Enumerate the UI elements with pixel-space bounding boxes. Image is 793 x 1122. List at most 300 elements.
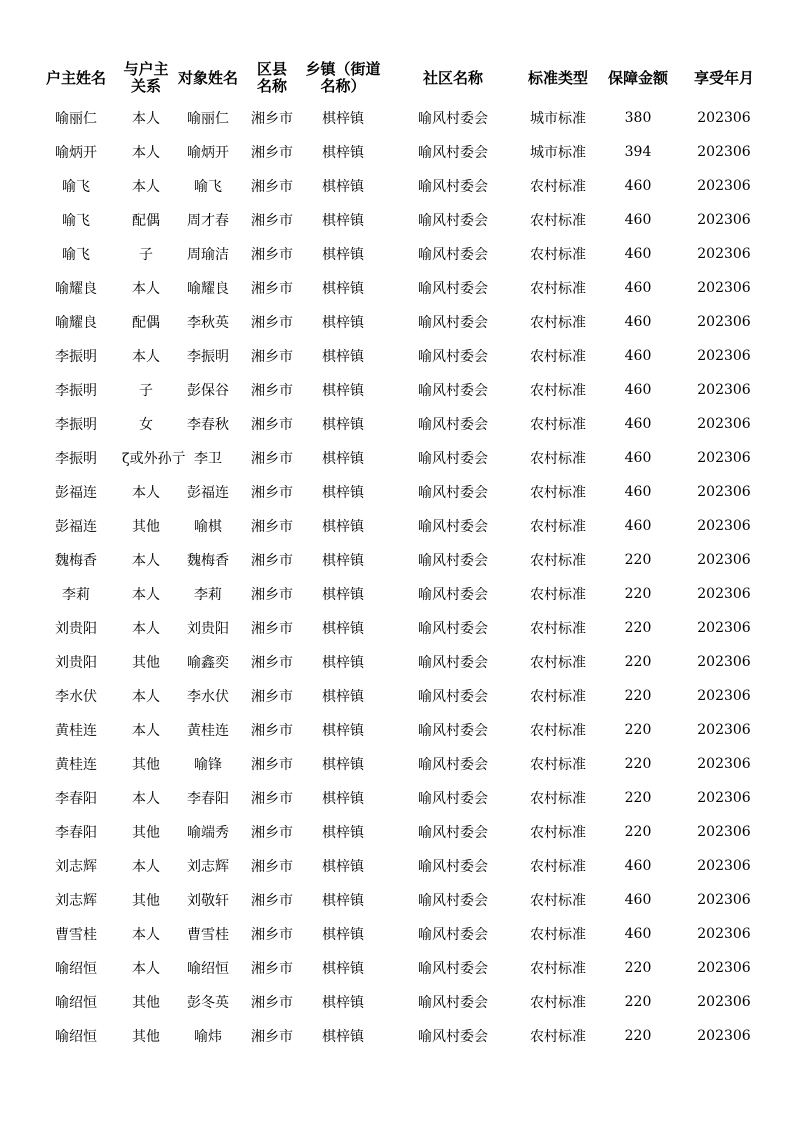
community-cell: 喻风村委会 — [418, 213, 488, 229]
community-cell: 喻风村委会 — [418, 1029, 488, 1045]
recipient-name-cell: 李春秋 — [187, 417, 229, 433]
standard-type-cell: 农村标准 — [530, 859, 586, 875]
household-head-name-cell: 喻绍恒 — [55, 1029, 97, 1045]
town-cell: 棋梓镇 — [322, 349, 364, 365]
header-label-line: 关系 — [130, 77, 161, 95]
household-head-name-cell: 刘志辉 — [55, 859, 97, 875]
household-head-name-cell: 黄桂连 — [55, 723, 97, 739]
relation-cell: 其他 — [132, 1029, 160, 1045]
period-cell: 202306 — [697, 960, 751, 976]
period-cell: 202306 — [697, 756, 751, 772]
amount-cell: 460 — [624, 892, 652, 908]
community-cell: 喻风村委会 — [418, 349, 488, 365]
community-cell: 喻风村委会 — [418, 859, 488, 875]
table-row — [30, 543, 770, 577]
relation-cell: 本人 — [132, 179, 160, 195]
household-head-name-cell: 魏梅香 — [55, 553, 97, 569]
amount-cell: 460 — [624, 212, 652, 228]
county-cell: 湘乡市 — [251, 621, 293, 637]
town-cell: 棋梓镇 — [322, 213, 364, 229]
county-cell: 湘乡市 — [251, 213, 293, 229]
household-head-name-cell: 彭福连 — [55, 519, 97, 535]
household-head-name-cell: 喻耀良 — [55, 281, 97, 297]
community-cell: 喻风村委会 — [418, 723, 488, 739]
community-cell: 喻风村委会 — [418, 587, 488, 603]
standard-type-cell: 农村标准 — [530, 213, 586, 229]
relation-cell: 本人 — [132, 587, 160, 603]
county-cell: 湘乡市 — [251, 383, 293, 399]
period-cell: 202306 — [697, 518, 751, 534]
county-cell: 湘乡市 — [251, 995, 293, 1011]
amount-cell: 220 — [624, 824, 652, 840]
period-cell: 202306 — [697, 654, 751, 670]
town-cell: 棋梓镇 — [322, 621, 364, 637]
amount-cell: 220 — [624, 756, 652, 772]
relation-cell: 本人 — [132, 281, 160, 297]
community-cell: 喻风村委会 — [418, 485, 488, 501]
amount-cell: 220 — [624, 552, 652, 568]
community-cell: 喻风村委会 — [418, 519, 488, 535]
recipient-name-cell: 喻端秀 — [187, 825, 229, 841]
standard-type-cell: 城市标准 — [530, 145, 586, 161]
standard-type-cell: 农村标准 — [530, 451, 586, 467]
town-cell: 棋梓镇 — [322, 689, 364, 705]
relation-cell: 其他 — [132, 893, 160, 909]
table-row — [30, 169, 770, 203]
household-head-name-cell: 刘志辉 — [55, 893, 97, 909]
town-cell: 棋梓镇 — [322, 655, 364, 671]
household-head-name-cell: 李水伏 — [55, 689, 97, 705]
recipient-name-cell: 李莉 — [194, 587, 222, 603]
town-cell: 棋梓镇 — [322, 791, 364, 807]
table-row — [30, 611, 770, 645]
community-cell: 喻风村委会 — [418, 417, 488, 433]
amount-cell: 220 — [624, 994, 652, 1010]
standard-type-cell: 农村标准 — [530, 791, 586, 807]
period-cell: 202306 — [697, 586, 751, 602]
relation-cell: 子 — [139, 247, 153, 263]
standard-type-cell: 农村标准 — [530, 689, 586, 705]
relation-cell: 子 — [139, 383, 153, 399]
town-cell: 棋梓镇 — [322, 1029, 364, 1045]
recipient-name-cell: 黄桂连 — [187, 723, 229, 739]
recipient-name-cell: 李振明 — [187, 349, 229, 365]
recipient-name-header — [170, 55, 246, 101]
county-cell: 湘乡市 — [251, 587, 293, 603]
community-cell: 喻风村委会 — [418, 995, 488, 1011]
amount-cell: 460 — [624, 926, 652, 942]
town-cell: 棋梓镇 — [322, 893, 364, 909]
town-cell: 棋梓镇 — [322, 825, 364, 841]
period-cell: 202306 — [697, 450, 751, 466]
county-cell: 湘乡市 — [251, 1029, 293, 1045]
county-cell: 湘乡市 — [251, 961, 293, 977]
county-cell: 湘乡市 — [251, 145, 293, 161]
table-row — [30, 951, 770, 985]
household-head-name-cell: 刘贵阳 — [55, 621, 97, 637]
town-cell: 棋梓镇 — [322, 281, 364, 297]
table-row — [30, 339, 770, 373]
county-cell: 湘乡市 — [251, 247, 293, 263]
amount-cell: 460 — [624, 450, 652, 466]
recipient-name-cell: 李春阳 — [187, 791, 229, 807]
relation-cell: 配偶 — [132, 315, 160, 331]
standard-type-header — [518, 55, 598, 101]
recipient-name-cell: 刘志辉 — [187, 859, 229, 875]
household-head-name-cell: 李振明 — [55, 383, 97, 399]
relation-header — [122, 55, 170, 101]
recipient-name-cell: 喻耀良 — [187, 281, 229, 297]
county-cell: 湘乡市 — [251, 485, 293, 501]
header-label-line: 保障金额 — [607, 68, 668, 87]
amount-cell: 460 — [624, 382, 652, 398]
table-header — [30, 55, 770, 101]
relation-cell: 本人 — [132, 791, 160, 807]
recipient-name-cell: 李秋英 — [187, 315, 229, 331]
county-cell: 湘乡市 — [251, 519, 293, 535]
community-cell: 喻风村委会 — [418, 315, 488, 331]
household-head-name-cell: 李莉 — [62, 587, 90, 603]
county-cell: 湘乡市 — [251, 859, 293, 875]
recipient-name-cell: 喻鑫奕 — [187, 655, 229, 671]
period-cell: 202306 — [697, 552, 751, 568]
table-row — [30, 1019, 770, 1053]
header-label-line: 户主姓名 — [45, 68, 106, 87]
county-cell: 湘乡市 — [251, 689, 293, 705]
period-cell: 202306 — [697, 212, 751, 228]
table-row — [30, 237, 770, 271]
recipient-name-cell: 喻绍恒 — [187, 961, 229, 977]
county-cell: 湘乡市 — [251, 791, 293, 807]
table-row — [30, 441, 770, 475]
community-cell: 喻风村委会 — [418, 927, 488, 943]
community-cell: 喻风村委会 — [418, 111, 488, 127]
header-label-line: 对象姓名 — [177, 68, 238, 87]
header-label-line: 标准类型 — [527, 68, 588, 87]
standard-type-cell: 农村标准 — [530, 927, 586, 943]
assistance-table — [30, 55, 770, 1053]
county-cell: 湘乡市 — [251, 417, 293, 433]
standard-type-cell: 农村标准 — [530, 315, 586, 331]
table-row — [30, 849, 770, 883]
household-head-name-header — [30, 55, 122, 101]
community-cell: 喻风村委会 — [418, 825, 488, 841]
period-cell: 202306 — [697, 994, 751, 1010]
amount-cell: 460 — [624, 348, 652, 364]
recipient-name-cell: 曹雪桂 — [187, 927, 229, 943]
town-cell: 棋梓镇 — [322, 723, 364, 739]
period-cell: 202306 — [697, 858, 751, 874]
standard-type-cell: 农村标准 — [530, 281, 586, 297]
period-cell: 202306 — [697, 348, 751, 364]
community-cell: 喻风村委会 — [418, 621, 488, 637]
relation-cell: 本人 — [132, 349, 160, 365]
relation-cell: 其他 — [132, 995, 160, 1011]
household-head-name-cell: 彭福连 — [55, 485, 97, 501]
county-cell: 湘乡市 — [251, 553, 293, 569]
community-cell: 喻风村委会 — [418, 553, 488, 569]
recipient-name-cell: 周瑜洁 — [187, 247, 229, 263]
relation-cell: 本人 — [132, 689, 160, 705]
period-cell: 202306 — [697, 382, 751, 398]
table-row — [30, 135, 770, 169]
period-cell: 202306 — [697, 790, 751, 806]
town-cell: 棋梓镇 — [322, 927, 364, 943]
recipient-name-cell: 喻棋 — [194, 519, 222, 535]
relation-cell: 本人 — [132, 553, 160, 569]
household-head-name-cell: 喻绍恒 — [55, 995, 97, 1011]
header-label-line: 与户主 — [123, 60, 169, 78]
amount-cell: 460 — [624, 416, 652, 432]
standard-type-cell: 农村标准 — [530, 825, 586, 841]
household-head-name-cell: 李振明 — [55, 417, 97, 433]
table-row — [30, 101, 770, 135]
standard-type-cell: 农村标准 — [530, 383, 586, 399]
relation-cell: 本人 — [132, 723, 160, 739]
amount-cell: 220 — [624, 790, 652, 806]
header-label-line: 名称） — [320, 77, 366, 95]
relation-cell: 本人 — [132, 145, 160, 161]
table-row — [30, 645, 770, 679]
community-cell: 喻风村委会 — [418, 281, 488, 297]
period-cell: 202306 — [697, 926, 751, 942]
standard-type-cell: 农村标准 — [530, 349, 586, 365]
county-cell: 湘乡市 — [251, 757, 293, 773]
community-cell: 喻风村委会 — [418, 655, 488, 671]
relation-cell: 其他 — [132, 757, 160, 773]
standard-type-cell: 农村标准 — [530, 1029, 586, 1045]
relation-cell: 本人 — [132, 111, 160, 127]
county-header — [246, 55, 298, 101]
county-cell: 湘乡市 — [251, 927, 293, 943]
community-cell: 喻风村委会 — [418, 145, 488, 161]
household-head-name-cell: 喻飞 — [62, 179, 90, 195]
amount-cell: 220 — [624, 620, 652, 636]
period-cell: 202306 — [697, 688, 751, 704]
community-cell: 喻风村委会 — [418, 961, 488, 977]
household-head-name-cell: 喻炳开 — [55, 145, 97, 161]
county-cell: 湘乡市 — [251, 111, 293, 127]
table-row — [30, 475, 770, 509]
standard-type-cell: 农村标准 — [530, 961, 586, 977]
county-cell: 湘乡市 — [251, 893, 293, 909]
recipient-name-cell: 魏梅香 — [187, 553, 229, 569]
household-head-name-cell: 喻飞 — [62, 247, 90, 263]
table-row — [30, 577, 770, 611]
table-row — [30, 713, 770, 747]
table-row — [30, 407, 770, 441]
period-cell: 202306 — [697, 620, 751, 636]
header-row — [30, 55, 770, 101]
county-cell: 湘乡市 — [251, 281, 293, 297]
period-cell: 202306 — [697, 416, 751, 432]
table-row — [30, 271, 770, 305]
household-head-name-cell: 喻丽仁 — [55, 111, 97, 127]
town-header — [298, 55, 388, 101]
amount-cell: 460 — [624, 280, 652, 296]
relation-cell: 本人 — [132, 859, 160, 875]
standard-type-cell: 农村标准 — [530, 757, 586, 773]
recipient-name-cell: 李水伏 — [187, 689, 229, 705]
table-body — [30, 101, 770, 1053]
town-cell: 棋梓镇 — [322, 485, 364, 501]
recipient-name-cell: 周才春 — [187, 213, 229, 229]
period-cell: 202306 — [697, 892, 751, 908]
recipient-name-cell: 刘贵阳 — [187, 621, 229, 637]
recipient-name-cell: 彭冬英 — [187, 995, 229, 1011]
amount-cell: 460 — [624, 518, 652, 534]
relation-cell: 其他 — [132, 825, 160, 841]
standard-type-cell: 农村标准 — [530, 417, 586, 433]
household-head-name-cell: 李振明 — [55, 451, 97, 467]
period-cell: 202306 — [697, 110, 751, 126]
community-cell: 喻风村委会 — [418, 689, 488, 705]
household-head-name-cell: 李春阳 — [55, 791, 97, 807]
community-cell: 喻风村委会 — [418, 451, 488, 467]
community-cell: 喻风村委会 — [418, 247, 488, 263]
community-cell: 喻风村委会 — [418, 383, 488, 399]
header-label-line: 社区名称 — [422, 68, 483, 87]
town-cell: 棋梓镇 — [322, 247, 364, 263]
period-cell: 202306 — [697, 178, 751, 194]
relation-cell: 其他 — [132, 655, 160, 671]
recipient-name-cell: 彭保谷 — [187, 383, 229, 399]
community-header — [388, 55, 518, 101]
amount-cell: 460 — [624, 858, 652, 874]
table-row — [30, 781, 770, 815]
standard-type-cell: 农村标准 — [530, 179, 586, 195]
household-head-name-cell: 李春阳 — [55, 825, 97, 841]
standard-type-cell: 农村标准 — [530, 553, 586, 569]
period-cell: 202306 — [697, 314, 751, 330]
recipient-name-cell: 刘敬轩 — [187, 893, 229, 909]
standard-type-cell: 农村标准 — [530, 655, 586, 671]
table-row — [30, 373, 770, 407]
standard-type-cell: 农村标准 — [530, 247, 586, 263]
amount-cell: 460 — [624, 484, 652, 500]
relation-cell: 其他 — [132, 519, 160, 535]
county-cell: 湘乡市 — [251, 655, 293, 671]
header-label-line: 乡镇（街道 — [305, 60, 381, 78]
period-cell: 202306 — [697, 1028, 751, 1044]
town-cell: 棋梓镇 — [322, 553, 364, 569]
period-cell: 202306 — [697, 246, 751, 262]
town-cell: 棋梓镇 — [322, 145, 364, 161]
period-cell: 202306 — [697, 722, 751, 738]
standard-type-cell: 农村标准 — [530, 621, 586, 637]
town-cell: 棋梓镇 — [322, 111, 364, 127]
recipient-name-cell: 喻炳开 — [187, 145, 229, 161]
amount-cell: 460 — [624, 246, 652, 262]
county-cell: 湘乡市 — [251, 451, 293, 467]
table-row — [30, 917, 770, 951]
standard-type-cell: 农村标准 — [530, 587, 586, 603]
table-row — [30, 815, 770, 849]
community-cell: 喻风村委会 — [418, 791, 488, 807]
household-head-name-cell: 黄桂连 — [55, 757, 97, 773]
relation-cell: 本人 — [132, 485, 160, 501]
recipient-name-cell: 李卫 — [194, 451, 222, 467]
relation-cell: ζ或外孙亍 — [122, 451, 186, 467]
header-label-line: 区县 — [256, 60, 287, 78]
amount-cell: 220 — [624, 960, 652, 976]
header-label-line: 享受年月 — [693, 68, 754, 87]
standard-type-cell: 城市标准 — [530, 111, 586, 127]
recipient-name-cell: 喻丽仁 — [187, 111, 229, 127]
county-cell: 湘乡市 — [251, 179, 293, 195]
county-cell: 湘乡市 — [251, 825, 293, 841]
amount-header — [598, 55, 678, 101]
period-header — [678, 55, 770, 101]
standard-type-cell: 农村标准 — [530, 995, 586, 1011]
standard-type-cell: 农村标准 — [530, 723, 586, 739]
standard-type-cell: 农村标准 — [530, 519, 586, 535]
recipient-name-cell: 喻锋 — [194, 757, 222, 773]
relation-cell: 本人 — [132, 927, 160, 943]
table-row — [30, 747, 770, 781]
table-row — [30, 985, 770, 1019]
household-head-name-cell: 李振明 — [55, 349, 97, 365]
relation-cell: 本人 — [132, 621, 160, 637]
amount-cell: 220 — [624, 1028, 652, 1044]
table-row — [30, 679, 770, 713]
amount-cell: 460 — [624, 314, 652, 330]
period-cell: 202306 — [697, 484, 751, 500]
town-cell: 棋梓镇 — [322, 961, 364, 977]
amount-cell: 460 — [624, 178, 652, 194]
recipient-name-cell: 彭福连 — [187, 485, 229, 501]
amount-cell: 220 — [624, 722, 652, 738]
table-row — [30, 883, 770, 917]
table-row — [30, 203, 770, 237]
standard-type-cell: 农村标准 — [530, 485, 586, 501]
header-label-line: 名称 — [256, 77, 287, 95]
standard-type-cell: 农村标准 — [530, 893, 586, 909]
town-cell: 棋梓镇 — [322, 451, 364, 467]
town-cell: 棋梓镇 — [322, 995, 364, 1011]
table-row — [30, 509, 770, 543]
town-cell: 棋梓镇 — [322, 383, 364, 399]
household-head-name-cell: 喻耀良 — [55, 315, 97, 331]
town-cell: 棋梓镇 — [322, 757, 364, 773]
relation-cell: 配偶 — [132, 213, 160, 229]
recipient-name-cell: 喻飞 — [194, 179, 222, 195]
town-cell: 棋梓镇 — [322, 179, 364, 195]
town-cell: 棋梓镇 — [322, 519, 364, 535]
town-cell: 棋梓镇 — [322, 587, 364, 603]
household-head-name-cell: 刘贵阳 — [55, 655, 97, 671]
relation-cell: 本人 — [132, 961, 160, 977]
county-cell: 湘乡市 — [251, 315, 293, 331]
county-cell: 湘乡市 — [251, 349, 293, 365]
household-head-name-cell: 喻绍恒 — [55, 961, 97, 977]
amount-cell: 394 — [624, 144, 652, 160]
town-cell: 棋梓镇 — [322, 859, 364, 875]
amount-cell: 220 — [624, 654, 652, 670]
table-row — [30, 305, 770, 339]
county-cell: 湘乡市 — [251, 723, 293, 739]
recipient-name-cell: 喻炜 — [194, 1029, 222, 1045]
community-cell: 喻风村委会 — [418, 893, 488, 909]
community-cell: 喻风村委会 — [418, 757, 488, 773]
household-head-name-cell: 曹雪桂 — [55, 927, 97, 943]
town-cell: 棋梓镇 — [322, 417, 364, 433]
household-head-name-cell: 喻飞 — [62, 213, 90, 229]
town-cell: 棋梓镇 — [322, 315, 364, 331]
relation-cell: 女 — [139, 417, 153, 433]
amount-cell: 380 — [624, 110, 652, 126]
amount-cell: 220 — [624, 688, 652, 704]
